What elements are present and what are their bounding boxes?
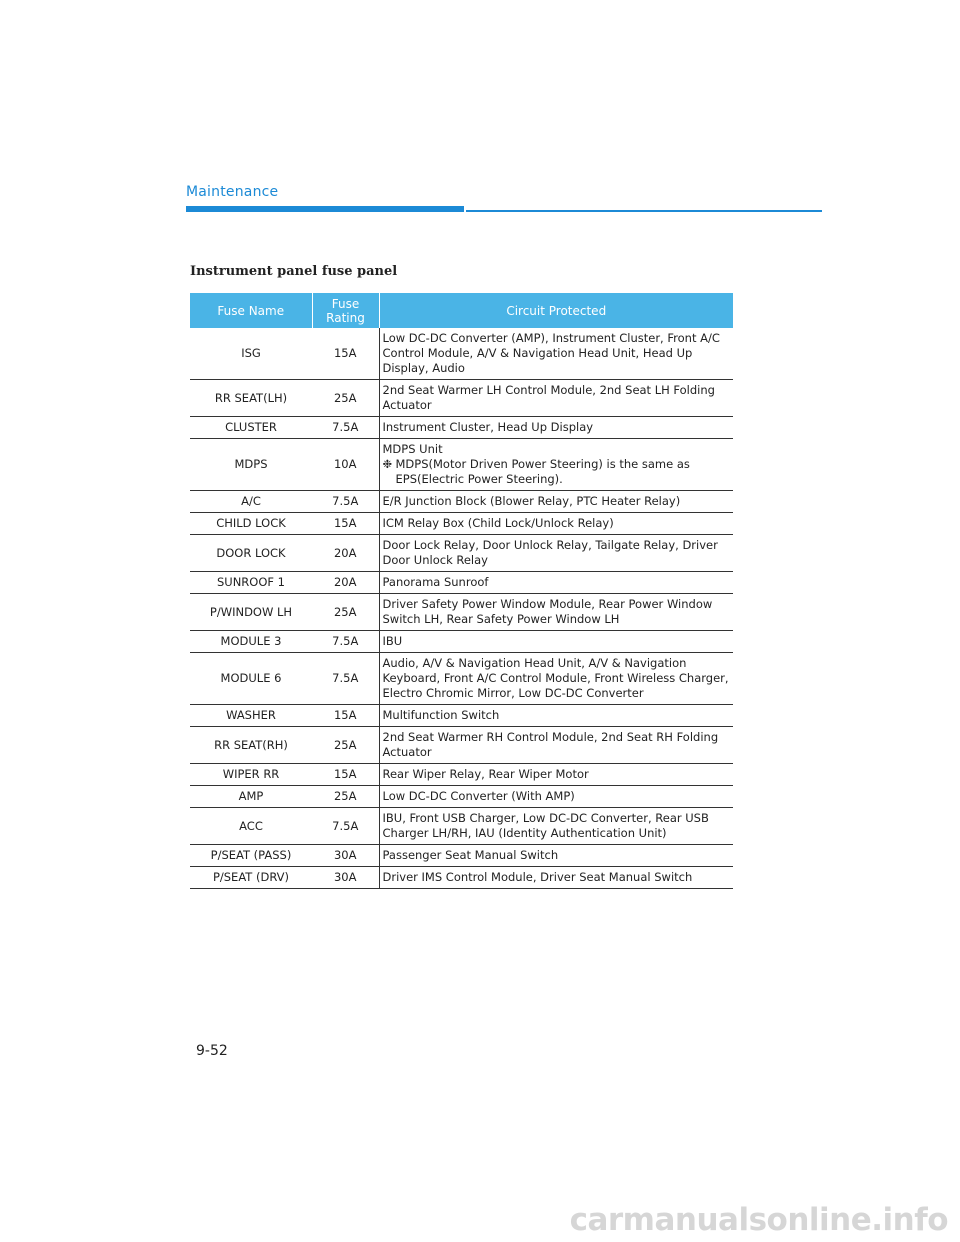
circuit-cell: IBU, Front USB Charger, Low DC-DC Converter, Rear USB Charger LH/RH, IAU (Identity Authentication Unit) bbox=[379, 808, 733, 845]
fuse-name-cell: WASHER bbox=[190, 705, 312, 727]
circuit-cell: Rear Wiper Relay, Rear Wiper Motor bbox=[379, 764, 733, 786]
page-number: 9-52 bbox=[196, 1043, 228, 1059]
table-row bbox=[190, 653, 733, 705]
fuse-rating-cell: 7.5A bbox=[312, 631, 379, 653]
fuse-name-cell: DOOR LOCK bbox=[190, 535, 312, 572]
circuit-cell: Audio, A/V & Navigation Head Unit, A/V & Navigation Keyboard, Front A/C Control Module, Front Wireless Charger, Electro Chromic Mirror, Low DC-DC Converter bbox=[379, 653, 733, 705]
column-header-fuse-rating-line1: Fuse bbox=[331, 296, 360, 311]
table-row bbox=[190, 572, 733, 594]
note-text: MDPS(Motor Driven Power Steering) is the same as bbox=[395, 457, 690, 471]
circuit-cell: Low DC-DC Converter (AMP), Instrument Cluster, Front A/C Control Module, A/V & Navigation Head Unit, Head Up Display, Audio bbox=[379, 328, 733, 380]
table-header-row bbox=[190, 293, 733, 328]
fuse-name-cell: P/WINDOW LH bbox=[190, 594, 312, 631]
fuse-name-cell: CLUSTER bbox=[190, 417, 312, 439]
fuse-rating-cell: 20A bbox=[312, 535, 379, 572]
header-rule-thin bbox=[466, 210, 822, 212]
table-row bbox=[190, 380, 733, 417]
fuse-rating-cell: 15A bbox=[312, 328, 379, 380]
fuse-rating-cell: 20A bbox=[312, 572, 379, 594]
fuse-rating-cell: 25A bbox=[312, 594, 379, 631]
fuse-name-cell: P/SEAT (PASS) bbox=[190, 845, 312, 867]
circuit-cell bbox=[379, 439, 733, 491]
fuse-name-cell: ISG bbox=[190, 328, 312, 380]
fuse-name-cell: AMP bbox=[190, 786, 312, 808]
note-asterisk-icon: ❉ bbox=[382, 457, 393, 471]
fuse-rating-cell: 10A bbox=[312, 439, 379, 491]
fuse-rating-cell: 15A bbox=[312, 764, 379, 786]
circuit-text: MDPS Unit bbox=[382, 442, 443, 456]
fuse-table bbox=[190, 293, 733, 889]
fuse-name-cell: MDPS bbox=[190, 439, 312, 491]
fuse-name-cell: SUNROOF 1 bbox=[190, 572, 312, 594]
circuit-cell: 2nd Seat Warmer LH Control Module, 2nd Seat LH Folding Actuator bbox=[379, 380, 733, 417]
fuse-rating-cell: 25A bbox=[312, 727, 379, 764]
fuse-rating-cell: 30A bbox=[312, 867, 379, 889]
circuit-cell: E/R Junction Block (Blower Relay, PTC Heater Relay) bbox=[379, 491, 733, 513]
fuse-name-cell: ACC bbox=[190, 808, 312, 845]
fuse-rating-cell: 15A bbox=[312, 513, 379, 535]
circuit-cell: ICM Relay Box (Child Lock/Unlock Relay) bbox=[379, 513, 733, 535]
circuit-cell: Passenger Seat Manual Switch bbox=[379, 845, 733, 867]
column-header-circuit-protected: Circuit Protected bbox=[379, 293, 733, 328]
circuit-cell: Driver IMS Control Module, Driver Seat Manual Switch bbox=[379, 867, 733, 889]
table-row bbox=[190, 535, 733, 572]
circuit-cell: Door Lock Relay, Door Unlock Relay, Tailgate Relay, Driver Door Unlock Relay bbox=[379, 535, 733, 572]
fuse-name-cell: A/C bbox=[190, 491, 312, 513]
page-title: Instrument panel fuse panel bbox=[190, 264, 398, 279]
table-row bbox=[190, 845, 733, 867]
table-row bbox=[190, 808, 733, 845]
column-header-fuse-rating bbox=[312, 293, 379, 328]
table-row bbox=[190, 786, 733, 808]
table-row bbox=[190, 764, 733, 786]
column-header-fuse-rating-line2: Rating bbox=[326, 310, 365, 325]
circuit-cell: Low DC-DC Converter (With AMP) bbox=[379, 786, 733, 808]
table-row bbox=[190, 631, 733, 653]
watermark: carmanualsonline.info bbox=[569, 1202, 948, 1238]
table-row bbox=[190, 727, 733, 764]
fuse-rating-cell: 7.5A bbox=[312, 653, 379, 705]
fuse-name-cell: CHILD LOCK bbox=[190, 513, 312, 535]
fuse-table-body bbox=[190, 328, 733, 889]
fuse-name-cell: WIPER RR bbox=[190, 764, 312, 786]
circuit-cell: Instrument Cluster, Head Up Display bbox=[379, 417, 733, 439]
circuit-cell: 2nd Seat Warmer RH Control Module, 2nd Seat RH Folding Actuator bbox=[379, 727, 733, 764]
table-row bbox=[190, 491, 733, 513]
note-continuation: EPS(Electric Power Steering). bbox=[395, 472, 563, 486]
fuse-rating-cell: 7.5A bbox=[312, 808, 379, 845]
fuse-rating-cell: 7.5A bbox=[312, 417, 379, 439]
circuit-cell: IBU bbox=[379, 631, 733, 653]
circuit-cell: Multifunction Switch bbox=[379, 705, 733, 727]
fuse-rating-cell: 15A bbox=[312, 705, 379, 727]
fuse-name-cell: RR SEAT(LH) bbox=[190, 380, 312, 417]
fuse-name-cell: MODULE 6 bbox=[190, 653, 312, 705]
fuse-rating-cell: 30A bbox=[312, 845, 379, 867]
fuse-name-cell: RR SEAT(RH) bbox=[190, 727, 312, 764]
fuse-name-cell: P/SEAT (DRV) bbox=[190, 867, 312, 889]
section-header-label: Maintenance bbox=[186, 184, 279, 200]
table-row bbox=[190, 513, 733, 535]
table-row bbox=[190, 594, 733, 631]
fuse-name-cell: MODULE 3 bbox=[190, 631, 312, 653]
circuit-cell: Panorama Sunroof bbox=[379, 572, 733, 594]
fuse-rating-cell: 25A bbox=[312, 380, 379, 417]
fuse-rating-cell: 7.5A bbox=[312, 491, 379, 513]
note-line bbox=[383, 457, 730, 472]
table-row bbox=[190, 417, 733, 439]
table-row bbox=[190, 328, 733, 380]
circuit-cell: Driver Safety Power Window Module, Rear Power Window Switch LH, Rear Safety Power Window LH bbox=[379, 594, 733, 631]
fuse-rating-cell: 25A bbox=[312, 786, 379, 808]
table-row bbox=[190, 439, 733, 491]
table-row bbox=[190, 867, 733, 889]
column-header-fuse-name: Fuse Name bbox=[190, 293, 312, 328]
table-row bbox=[190, 705, 733, 727]
header-rule-thick bbox=[186, 206, 464, 212]
